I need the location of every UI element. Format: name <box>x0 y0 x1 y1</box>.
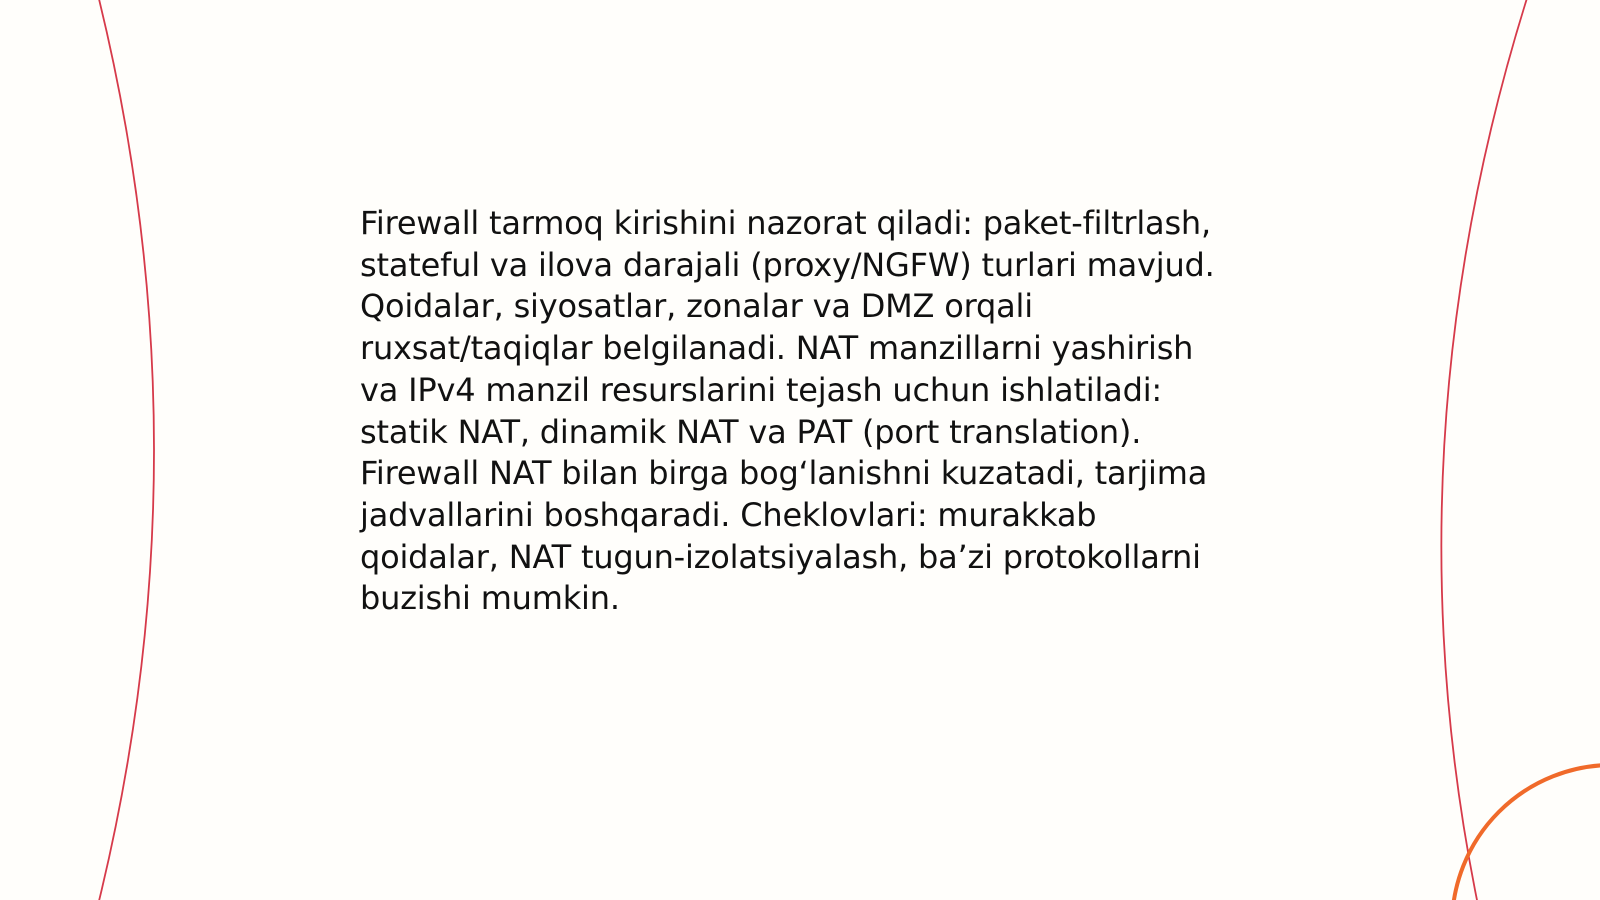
slide-body-text: Firewall tarmoq kirishini nazorat qiladi: paket-filtrlash, stateful va ilova darajali (proxy/NGFW) turlari mavjud. Qoidalar, siyosatlar, zonalar va DMZ orqali ruxsat/taqiqlar belgilanadi. NAT manzillarni yashirish va IPv4 manzil resurslarini tejash uchun ishlatiladi: statik NAT, dinamik NAT va PAT (port translation). Firewall NAT bilan birga bogʻlanishni kuzatadi, tarjima jadvallarini boshqaradi. Cheklovlari: murakkab qoidalar, NAT tugun-izolatsiyalash, baʼzi protokollarni buzishi mumkin. <box>360 204 1215 618</box>
accent-circle-outline <box>1452 765 1600 900</box>
right-arc-line <box>1441 0 1528 900</box>
left-arc-line <box>98 0 154 900</box>
